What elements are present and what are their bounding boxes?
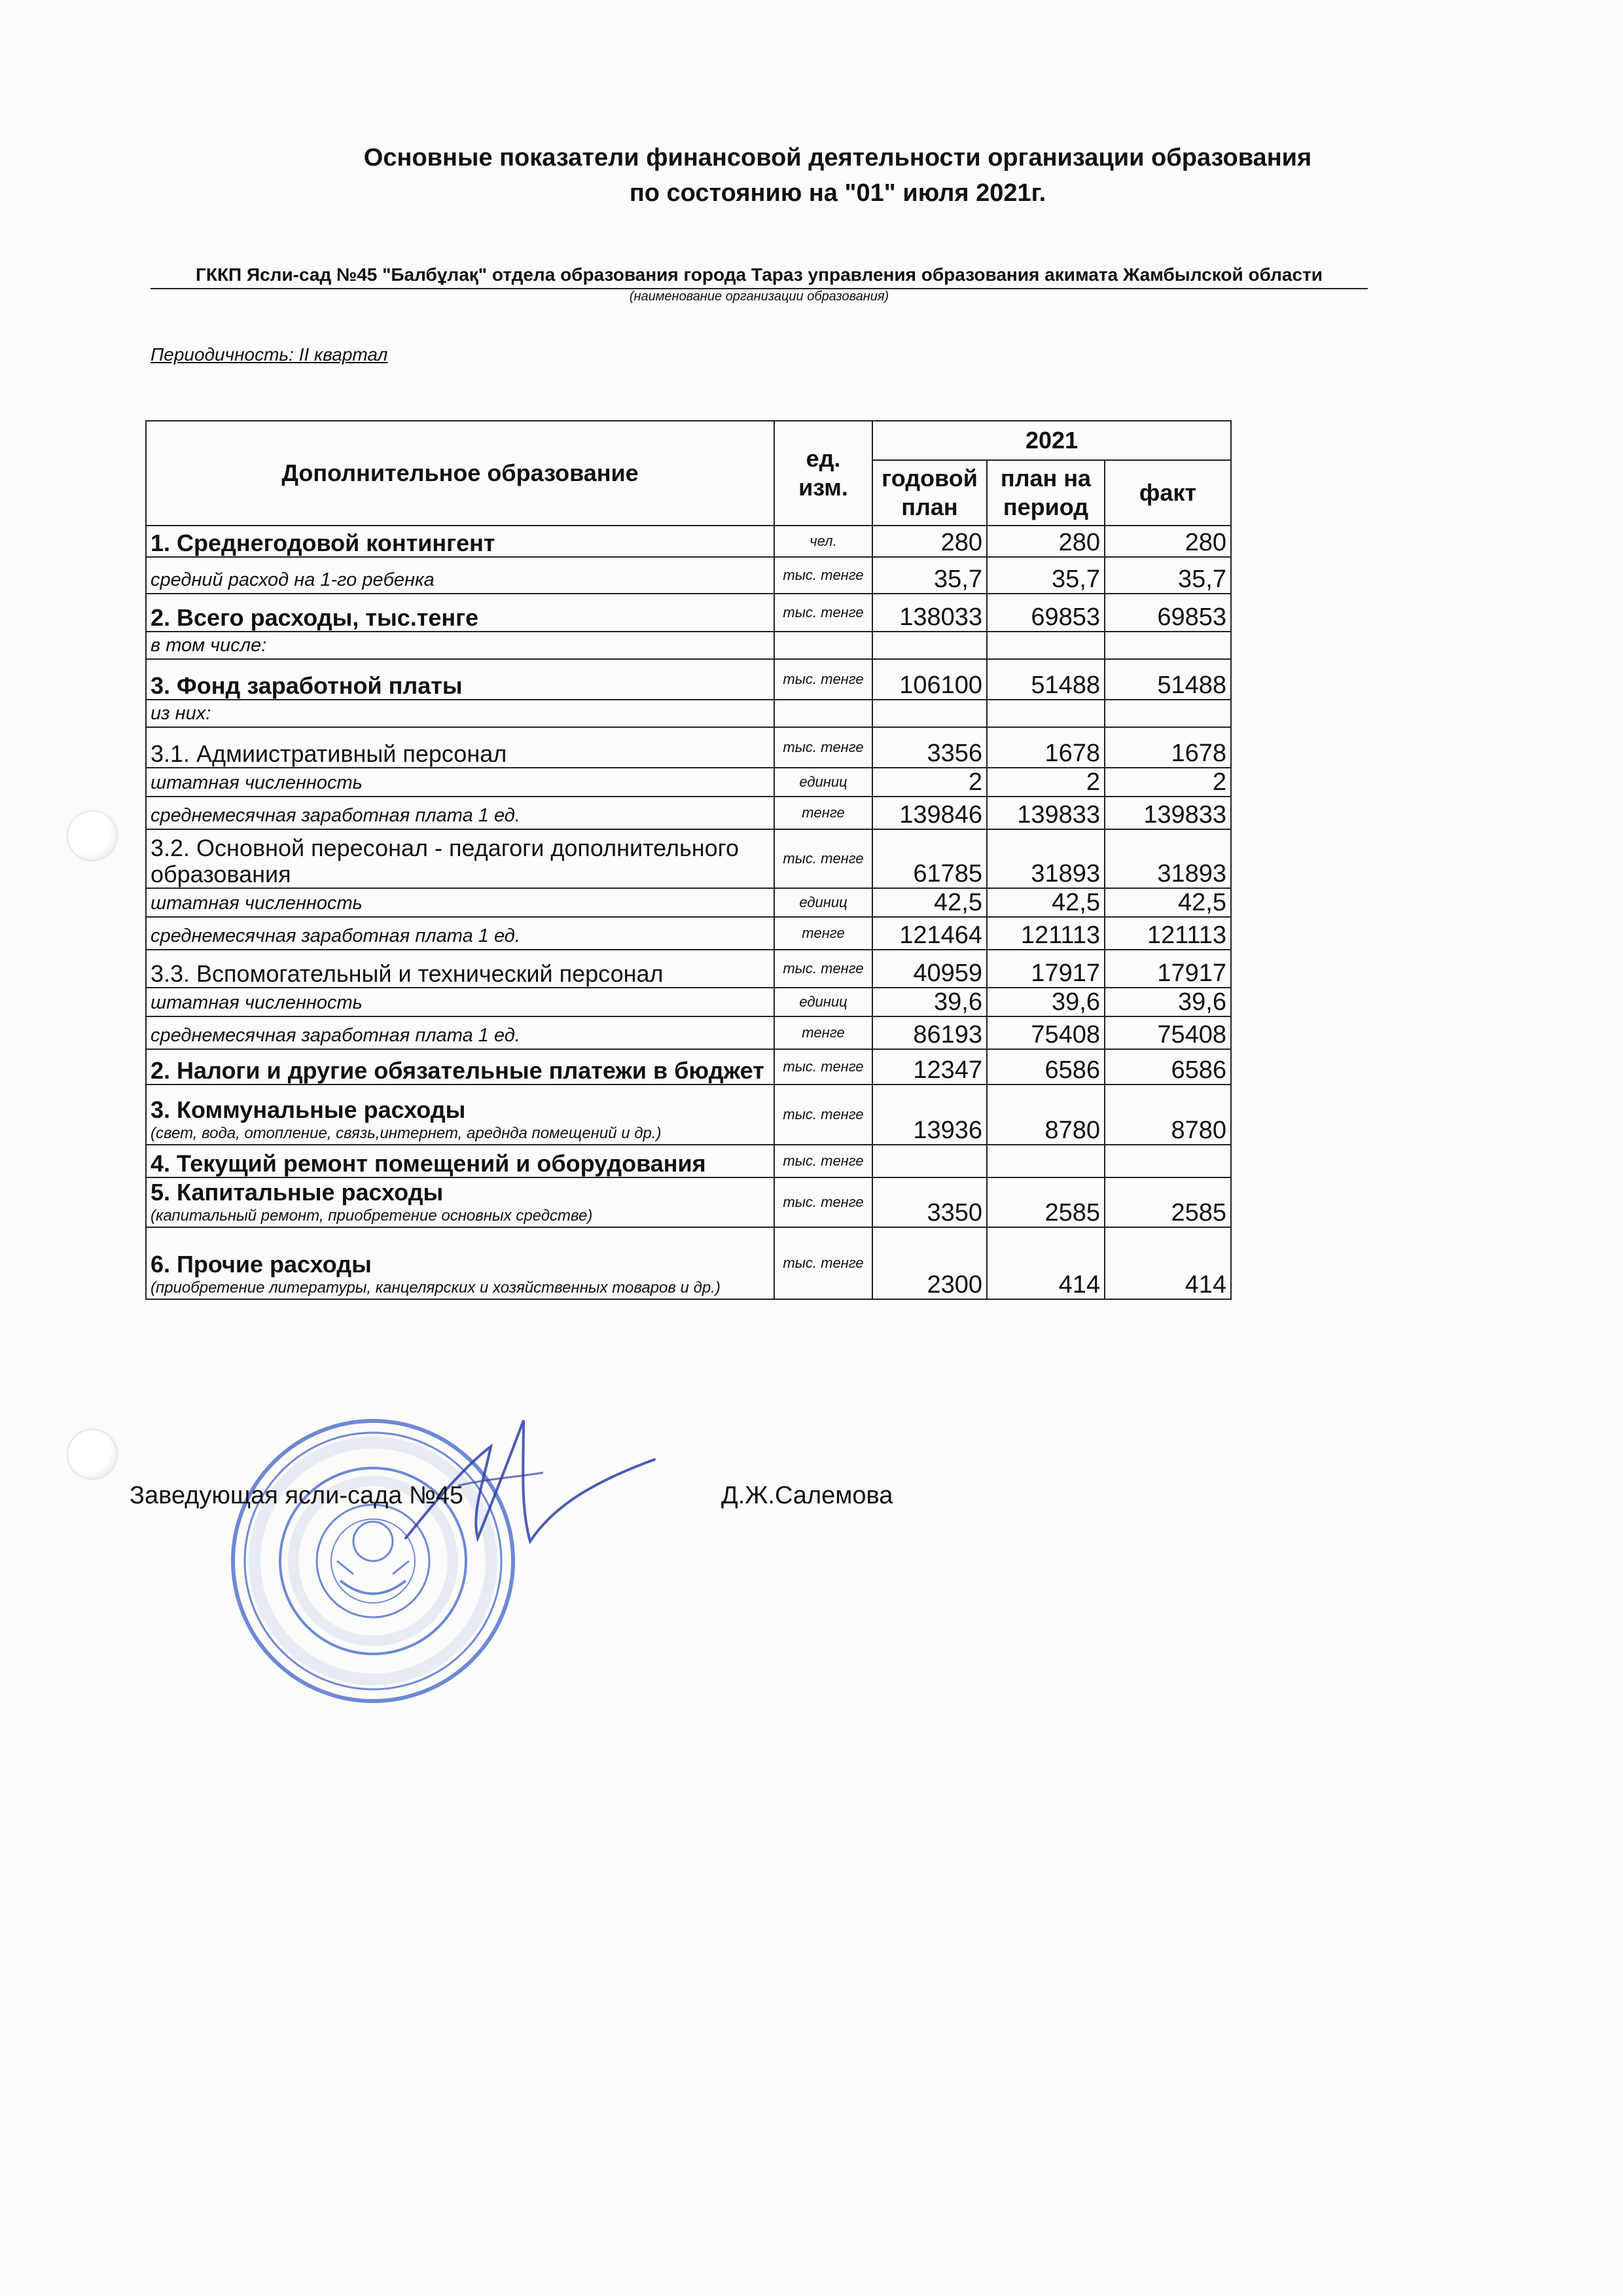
row-unit: тыс. тенге	[774, 594, 872, 632]
row-value-annual: 86193	[872, 1016, 987, 1049]
row-indicator-cell	[146, 950, 774, 988]
column-header-period-plan: план на период	[987, 460, 1105, 526]
row-indicator-label: штатная численность	[151, 992, 363, 1013]
row-value-annual: 2300	[872, 1227, 987, 1299]
row-value-annual: 106100	[872, 659, 987, 700]
row-value-fact	[1105, 700, 1231, 727]
row-indicator-cell	[146, 727, 774, 768]
table-row	[146, 988, 1231, 1016]
row-unit: тыс. тенге	[774, 1145, 872, 1177]
row-indicator-label: 3.2. Основной пересонал - педагоги дополнительного образования	[151, 834, 740, 888]
row-value-period: 6586	[987, 1049, 1105, 1085]
financial-indicators-table	[145, 420, 1232, 1300]
row-value-period: 414	[987, 1227, 1105, 1299]
row-indicator-label: 3. Фонд заработной платы	[151, 672, 463, 699]
table-row	[146, 1016, 1231, 1049]
table-row	[146, 888, 1231, 917]
row-value-annual: 139846	[872, 797, 987, 829]
row-value-fact: 414	[1105, 1227, 1231, 1299]
table-row	[146, 727, 1231, 768]
row-value-annual: 40959	[872, 950, 987, 988]
column-header-fact: факт	[1105, 460, 1231, 526]
row-unit: чел.	[774, 526, 872, 557]
row-unit: тыс. тенге	[774, 950, 872, 988]
row-value-fact: 51488	[1105, 659, 1231, 700]
row-value-annual: 3356	[872, 727, 987, 768]
row-unit: тыс. тенге	[774, 1049, 872, 1085]
row-indicator-note: (приобретение литературы, канцелярских и хозяйственных товаров и др.)	[151, 1279, 721, 1297]
punch-hole	[68, 812, 116, 860]
row-value-period: 75408	[987, 1016, 1105, 1049]
row-unit: тыс. тенге	[774, 557, 872, 594]
row-value-period: 17917	[987, 950, 1105, 988]
row-unit: тыс. тенге	[774, 829, 872, 888]
table-row	[146, 829, 1231, 888]
row-indicator-note: (капитальный ремонт, приобретение основных средстве)	[151, 1207, 593, 1225]
table-row	[146, 1085, 1231, 1145]
row-value-period	[987, 1145, 1105, 1177]
row-indicator-cell	[146, 526, 774, 557]
table-row	[146, 1177, 1231, 1227]
table-body	[146, 526, 1231, 1299]
row-indicator-cell	[146, 1145, 774, 1177]
table-row	[146, 594, 1231, 632]
row-indicator-cell	[146, 632, 774, 659]
row-indicator-label: 4. Текущий ремонт помещений и оборудования	[151, 1150, 706, 1177]
row-value-period	[987, 700, 1105, 727]
row-value-annual: 3350	[872, 1177, 987, 1227]
row-indicator-cell	[146, 594, 774, 632]
table-row	[146, 1227, 1231, 1299]
row-indicator-cell	[146, 1227, 774, 1299]
row-indicator-label: 3.3. Вспомогательный и технический персонал	[151, 960, 664, 987]
row-value-fact: 139833	[1105, 797, 1231, 829]
row-value-period	[987, 632, 1105, 659]
table-row	[146, 700, 1231, 727]
row-value-period: 8780	[987, 1085, 1105, 1145]
row-value-fact: 1678	[1105, 727, 1231, 768]
row-unit	[774, 632, 872, 659]
document-title-line-2: по состоянию на "01" июля 2021г.	[629, 179, 1046, 207]
row-indicator-label: среднемесячная заработная плата 1 ед.	[151, 1025, 520, 1046]
row-value-fact: 42,5	[1105, 888, 1231, 917]
row-indicator-label: среднемесячная заработная плата 1 ед.	[151, 805, 520, 826]
row-indicator-label: среднемесячная заработная плата 1 ед.	[151, 925, 520, 946]
table-row	[146, 950, 1231, 988]
table-row	[146, 659, 1231, 700]
table-row	[146, 632, 1231, 659]
row-unit: тыс. тенге	[774, 1227, 872, 1299]
row-value-fact: 17917	[1105, 950, 1231, 988]
row-indicator-cell	[146, 1016, 774, 1049]
row-value-fact: 2	[1105, 768, 1231, 797]
row-unit: единиц	[774, 888, 872, 917]
punch-hole	[68, 1430, 116, 1479]
row-value-annual: 121464	[872, 917, 987, 950]
row-value-period: 139833	[987, 797, 1105, 829]
row-unit: тенге	[774, 1016, 872, 1049]
periodicity: Периодичность: II квартал	[151, 344, 388, 365]
row-value-annual: 61785	[872, 829, 987, 888]
row-value-period: 39,6	[987, 988, 1105, 1016]
row-value-period: 35,7	[987, 557, 1105, 594]
table-row	[146, 797, 1231, 829]
row-unit: тыс. тенге	[774, 1085, 872, 1145]
row-indicator-label: штатная численность	[151, 772, 363, 793]
table-row	[146, 1145, 1231, 1177]
row-indicator-cell	[146, 700, 774, 727]
row-indicator-label: 5. Капитальные расходы	[151, 1179, 444, 1206]
row-indicator-cell	[146, 797, 774, 829]
row-indicator-cell	[146, 917, 774, 950]
row-indicator-cell	[146, 1085, 774, 1145]
table-row	[146, 1049, 1231, 1085]
row-indicator-cell	[146, 829, 774, 888]
row-value-period: 280	[987, 526, 1105, 557]
column-header-year: 2021	[872, 421, 1231, 460]
row-value-fact: 39,6	[1105, 988, 1231, 1016]
row-value-fact: 121113	[1105, 917, 1231, 950]
row-value-period: 69853	[987, 594, 1105, 632]
table-row	[146, 917, 1231, 950]
row-unit: тыс. тенге	[774, 659, 872, 700]
row-value-fact: 8780	[1105, 1085, 1231, 1145]
table-header-row-1	[146, 421, 1231, 460]
row-indicator-cell	[146, 768, 774, 797]
row-indicator-cell	[146, 988, 774, 1016]
column-header-indicator: Дополнительное образование	[146, 421, 774, 526]
row-indicator-label: 2. Налоги и другие обязательные платежи в бюджет	[151, 1057, 764, 1084]
row-value-annual	[872, 700, 987, 727]
column-header-annual-plan: годовой план	[872, 460, 987, 526]
row-indicator-label: 2. Всего расходы, тыс.тенге	[151, 604, 479, 631]
row-indicator-cell	[146, 659, 774, 700]
table-row	[146, 768, 1231, 797]
row-value-fact: 6586	[1105, 1049, 1231, 1085]
row-indicator-label: средний расход на 1-го ребенка	[151, 569, 435, 590]
row-unit: тенге	[774, 917, 872, 950]
row-unit: единиц	[774, 988, 872, 1016]
row-value-annual: 42,5	[872, 888, 987, 917]
row-value-annual: 138033	[872, 594, 987, 632]
row-indicator-note: (свет, вода, отопление, связь,интернет, ареднда помещений и др.)	[151, 1124, 662, 1142]
row-value-fact: 31893	[1105, 829, 1231, 888]
signer-position: Заведующая ясли-сада №45	[130, 1482, 464, 1509]
row-value-annual: 13936	[872, 1085, 987, 1145]
row-indicator-label: 3. Коммунальные расходы	[151, 1096, 466, 1123]
row-indicator-label: 3.1. Адмиистративный персонал	[151, 740, 507, 767]
row-value-annual: 280	[872, 526, 987, 557]
row-value-period: 121113	[987, 917, 1105, 950]
row-value-period: 1678	[987, 727, 1105, 768]
row-value-fact	[1105, 1145, 1231, 1177]
row-unit	[774, 700, 872, 727]
signer-name: Д.Ж.Салемова	[721, 1482, 893, 1509]
row-value-period: 51488	[987, 659, 1105, 700]
row-indicator-label: 6. Прочие расходы	[151, 1251, 372, 1278]
row-indicator-cell	[146, 888, 774, 917]
row-indicator-label: штатная численность	[151, 893, 363, 914]
row-value-fact: 2585	[1105, 1177, 1231, 1227]
row-value-period: 2585	[987, 1177, 1105, 1227]
row-unit: тыс. тенге	[774, 1177, 872, 1227]
table-row	[146, 557, 1231, 594]
row-value-annual: 2	[872, 768, 987, 797]
organization-name-caption: (наименование организации образования)	[629, 289, 889, 304]
row-unit: тыс. тенге	[774, 727, 872, 768]
row-indicator-cell	[146, 1049, 774, 1085]
row-value-annual: 39,6	[872, 988, 987, 1016]
row-indicator-cell	[146, 1177, 774, 1227]
row-value-fact	[1105, 632, 1231, 659]
row-indicator-cell	[146, 557, 774, 594]
row-value-period: 31893	[987, 829, 1105, 888]
column-header-unit: ед. изм.	[774, 421, 872, 526]
row-value-fact: 35,7	[1105, 557, 1231, 594]
table-row	[146, 526, 1231, 557]
row-value-period: 42,5	[987, 888, 1105, 917]
row-unit: единиц	[774, 768, 872, 797]
row-value-period: 2	[987, 768, 1105, 797]
row-value-annual: 12347	[872, 1049, 987, 1085]
row-value-annual	[872, 1145, 987, 1177]
row-value-annual: 35,7	[872, 557, 987, 594]
organization-name: ГККП Ясли-сад №45 "Балбұлақ" отдела образования города Тараз управления образования акимата Жамбылской области	[151, 263, 1368, 289]
row-value-annual	[872, 632, 987, 659]
row-indicator-label: в том числе:	[151, 635, 267, 656]
row-indicator-label: 1. Среднегодовой контингент	[151, 529, 495, 556]
row-indicator-label: из них:	[151, 703, 211, 724]
document-title-line-1: Основные показатели финансовой деятельности организации образования	[363, 144, 1312, 171]
row-value-fact: 280	[1105, 526, 1231, 557]
row-unit: тенге	[774, 797, 872, 829]
row-value-fact: 75408	[1105, 1016, 1231, 1049]
row-value-fact: 69853	[1105, 594, 1231, 632]
